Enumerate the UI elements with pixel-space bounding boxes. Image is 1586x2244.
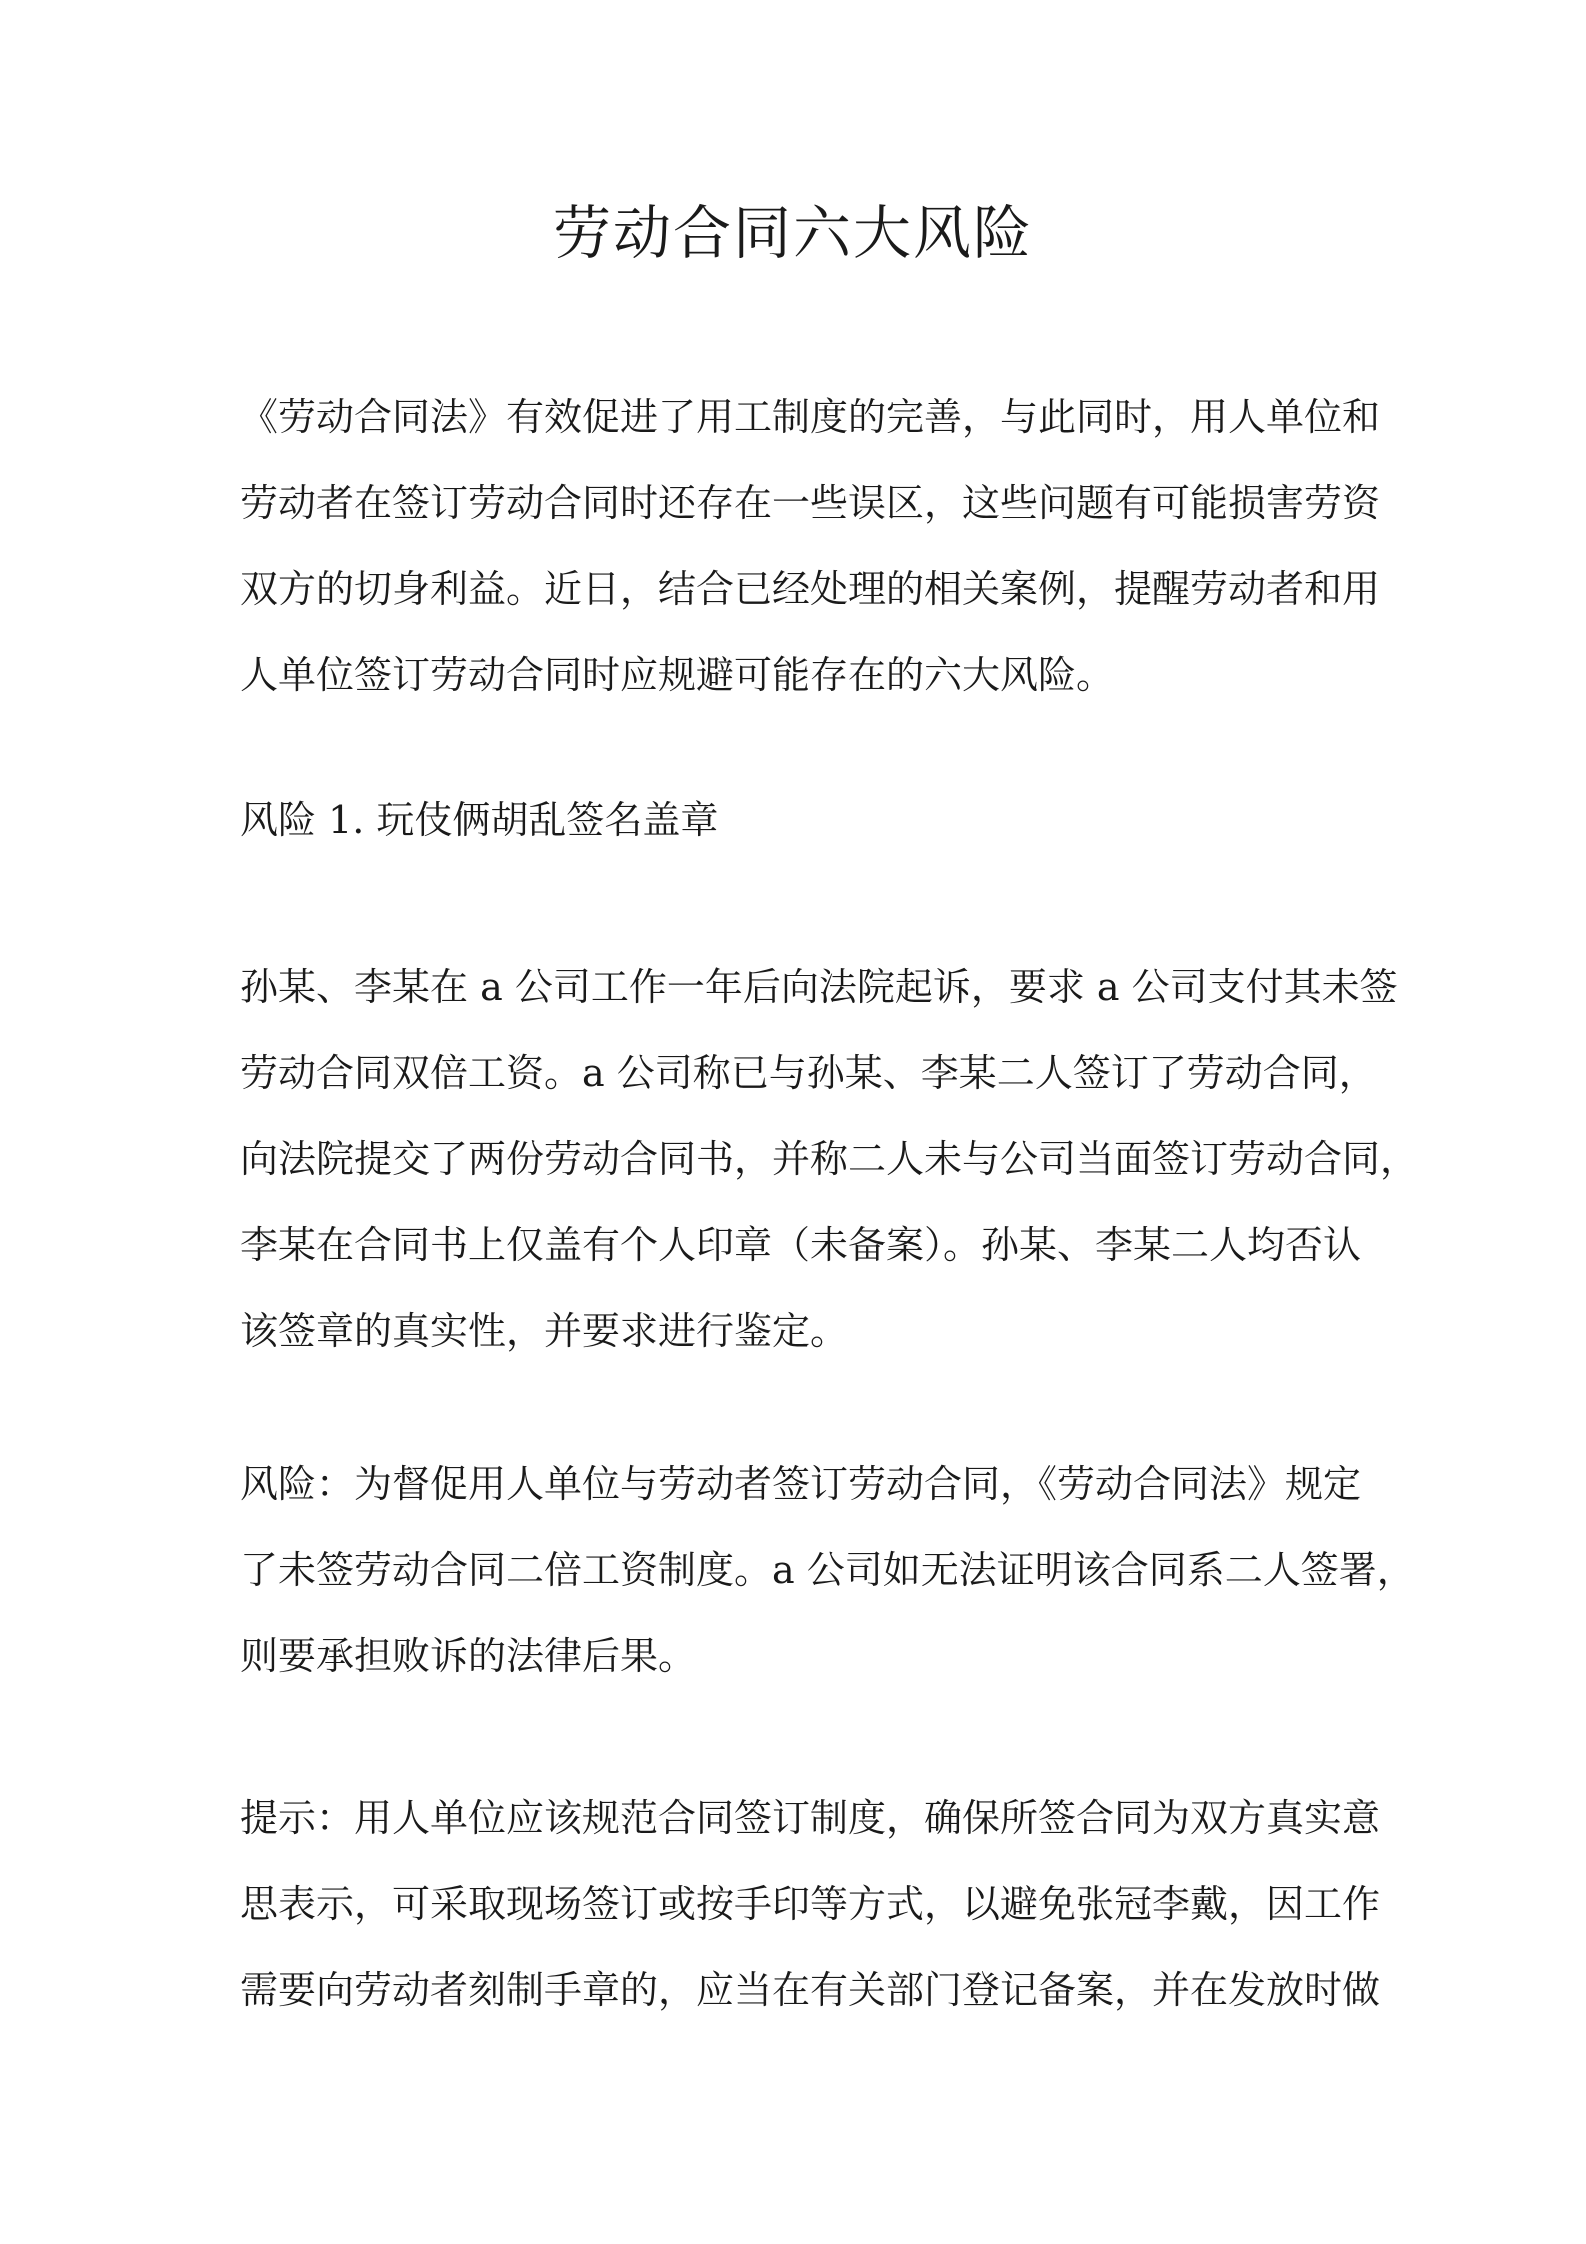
risk-explanation-line: 则要承担败诉的法律后果。	[240, 1634, 697, 1678]
intro-line: 劳动者在签订劳动合同时还存在一些误区，这些问题有可能损害劳资	[240, 481, 1381, 525]
risk-explanation-line: 了未签劳动合同二倍工资制度。a 公司如无法证明该合同系二人签署，	[240, 1548, 1415, 1592]
risk1-heading-text: 风险 1. 玩伎俩胡乱签名盖章	[240, 798, 719, 842]
case-line: 劳动合同双倍工资。a 公司称已与孙某、李某二人签订了劳动合同，	[240, 1051, 1377, 1095]
risk-explanation-line: 风险：为督促用人单位与劳动者签订劳动合同，《劳动合同法》规定	[240, 1462, 1362, 1506]
document-title: 劳动合同六大风险	[552, 199, 1033, 267]
intro-line: 双方的切身利益。近日，结合已经处理的相关案例，提醒劳动者和用	[240, 567, 1381, 611]
risk-explanation-paragraph	[240, 1441, 1415, 1699]
tip-line: 思表示，可采取现场签订或按手印等方式，以避免张冠李戴，因工作	[240, 1882, 1381, 1926]
case-line: 李某在合同书上仅盖有个人印章（未备案）。孙某、李某二人均否认	[240, 1223, 1362, 1267]
risk1-heading	[240, 777, 1355, 863]
tip-paragraph	[240, 1775, 1381, 2033]
tip-line: 需要向劳动者刻制手章的，应当在有关部门登记备案，并在发放时做	[240, 1968, 1381, 2012]
case-line: 孙某、李某在 a 公司工作一年后向法院起诉，要求 a 公司支付其未签	[240, 965, 1398, 1009]
case-line: 向法院提交了两份劳动合同书，并称二人未与公司当面签订劳动合同，	[240, 1137, 1419, 1181]
case-line: 该签章的真实性，并要求进行鉴定。	[240, 1309, 849, 1353]
intro-line: 《劳动合同法》有效促进了用工制度的完善，与此同时，用人单位和	[240, 395, 1381, 439]
tip-line: 提示：用人单位应该规范合同签订制度，确保所签合同为双方真实意	[240, 1796, 1381, 1840]
case-paragraph	[240, 944, 1419, 1374]
intro-line: 人单位签订劳动合同时应规避可能存在的六大风险。	[240, 653, 1115, 697]
intro-paragraph	[240, 374, 1381, 718]
